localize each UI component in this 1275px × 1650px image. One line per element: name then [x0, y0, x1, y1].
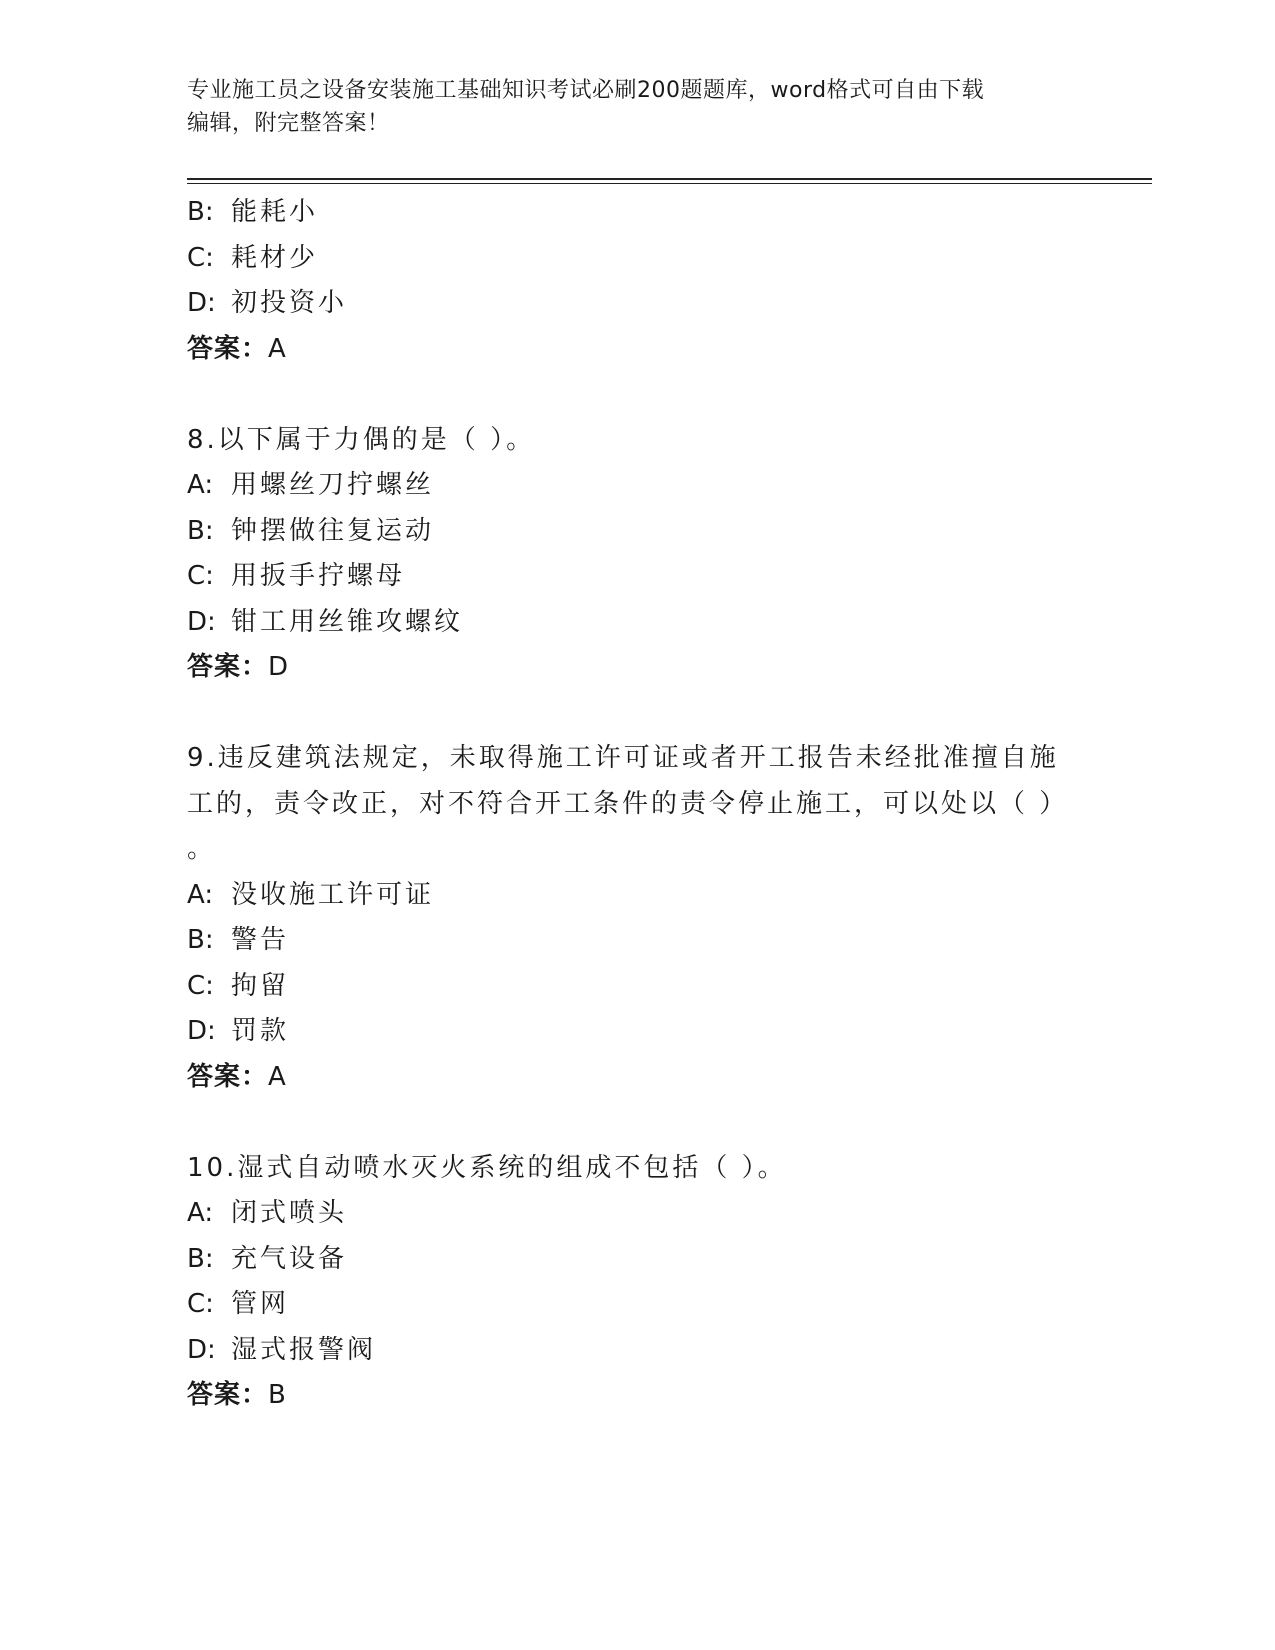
question-list — [187, 190, 1087, 1419]
answer-row — [187, 1373, 1087, 1419]
question-stem-line: 工的，责令改正，对不符合开工条件的责令停止施工，可以处以（ ） — [187, 788, 1069, 819]
option-letter: B: — [187, 1243, 214, 1274]
question-stem-line: 9.违反建筑法规定，未取得施工许可证或者开工报告未经批准擅自施 — [187, 743, 1059, 773]
option-row — [187, 190, 1087, 236]
option-letter: B: — [187, 197, 214, 227]
option-text: 充气设备 — [231, 1243, 348, 1274]
option-letter: A: — [187, 879, 214, 910]
option-text: 用螺丝刀拧螺丝 — [231, 470, 435, 500]
option-text: 没收施工许可证 — [231, 879, 435, 910]
document-header — [187, 74, 1087, 140]
spacer — [187, 691, 1087, 737]
question-stem: 8.以下属于力偶的是（ ）。 — [187, 424, 536, 455]
answer-row — [187, 645, 1087, 691]
option-letter: D: — [187, 1334, 216, 1365]
header-title-line-1: 专业施工员之设备安装施工基础知识考试必刷200题题库，word格式可自由下载 — [187, 78, 985, 103]
option-letter: D: — [187, 606, 216, 637]
question-fragment — [187, 190, 1087, 372]
option-text: 耗材少 — [231, 242, 319, 273]
answer-label: 答案： — [187, 1380, 269, 1410]
header-divider-thick — [187, 178, 1152, 180]
spacer — [187, 372, 1087, 418]
answer-value: A — [268, 333, 287, 364]
header-title-line-2: 编辑，附完整答案！ — [187, 111, 390, 136]
option-letter: D: — [187, 288, 216, 318]
option-row — [187, 1328, 1087, 1374]
option-letter: D: — [187, 1016, 216, 1046]
question-block — [187, 736, 1087, 1100]
question-block — [187, 1146, 1087, 1419]
question-stem-line: 。 — [187, 834, 217, 864]
option-letter: B: — [187, 515, 214, 546]
spacer — [187, 1100, 1087, 1146]
option-row — [187, 1191, 1087, 1237]
option-text: 闭式喷头 — [231, 1198, 348, 1228]
question-block — [187, 418, 1087, 691]
answer-row — [187, 327, 1087, 373]
answer-label: 答案： — [187, 333, 269, 364]
option-text: 湿式报警阀 — [231, 1334, 377, 1365]
option-letter: C: — [187, 1289, 214, 1319]
option-row — [187, 964, 1087, 1010]
option-text: 管网 — [231, 1289, 290, 1319]
option-letter: A: — [187, 470, 214, 500]
option-row — [187, 1282, 1087, 1328]
option-row — [187, 918, 1087, 964]
option-row — [187, 236, 1087, 282]
option-row — [187, 1237, 1087, 1283]
option-text: 初投资小 — [231, 288, 348, 318]
option-text: 钟摆做往复运动 — [231, 515, 435, 546]
answer-value: A — [268, 1061, 287, 1092]
option-text: 钳工用丝锥攻螺纹 — [231, 606, 464, 637]
option-text: 警告 — [231, 925, 290, 955]
question-stem: 10.湿式自动喷水灭火系统的组成不包括（ ）。 — [187, 1152, 787, 1183]
option-letter: C: — [187, 242, 214, 273]
answer-row — [187, 1055, 1087, 1101]
option-row — [187, 1009, 1087, 1055]
option-letter: B: — [187, 925, 214, 955]
option-letter: C: — [187, 561, 214, 591]
answer-value: B — [268, 1380, 287, 1410]
option-text: 能耗小 — [231, 197, 319, 227]
option-letter: C: — [187, 970, 214, 1001]
answer-label: 答案： — [187, 652, 269, 682]
answer-value: D — [268, 652, 290, 682]
option-row — [187, 600, 1087, 646]
option-text: 用扳手拧螺母 — [231, 561, 406, 591]
option-row — [187, 463, 1087, 509]
option-row — [187, 554, 1087, 600]
option-row — [187, 281, 1087, 327]
option-text: 罚款 — [231, 1016, 290, 1046]
option-text: 拘留 — [231, 970, 290, 1001]
answer-label: 答案： — [187, 1061, 269, 1092]
option-row — [187, 873, 1087, 919]
option-letter: A: — [187, 1198, 214, 1228]
header-divider-thin — [187, 183, 1152, 184]
option-row — [187, 509, 1087, 555]
